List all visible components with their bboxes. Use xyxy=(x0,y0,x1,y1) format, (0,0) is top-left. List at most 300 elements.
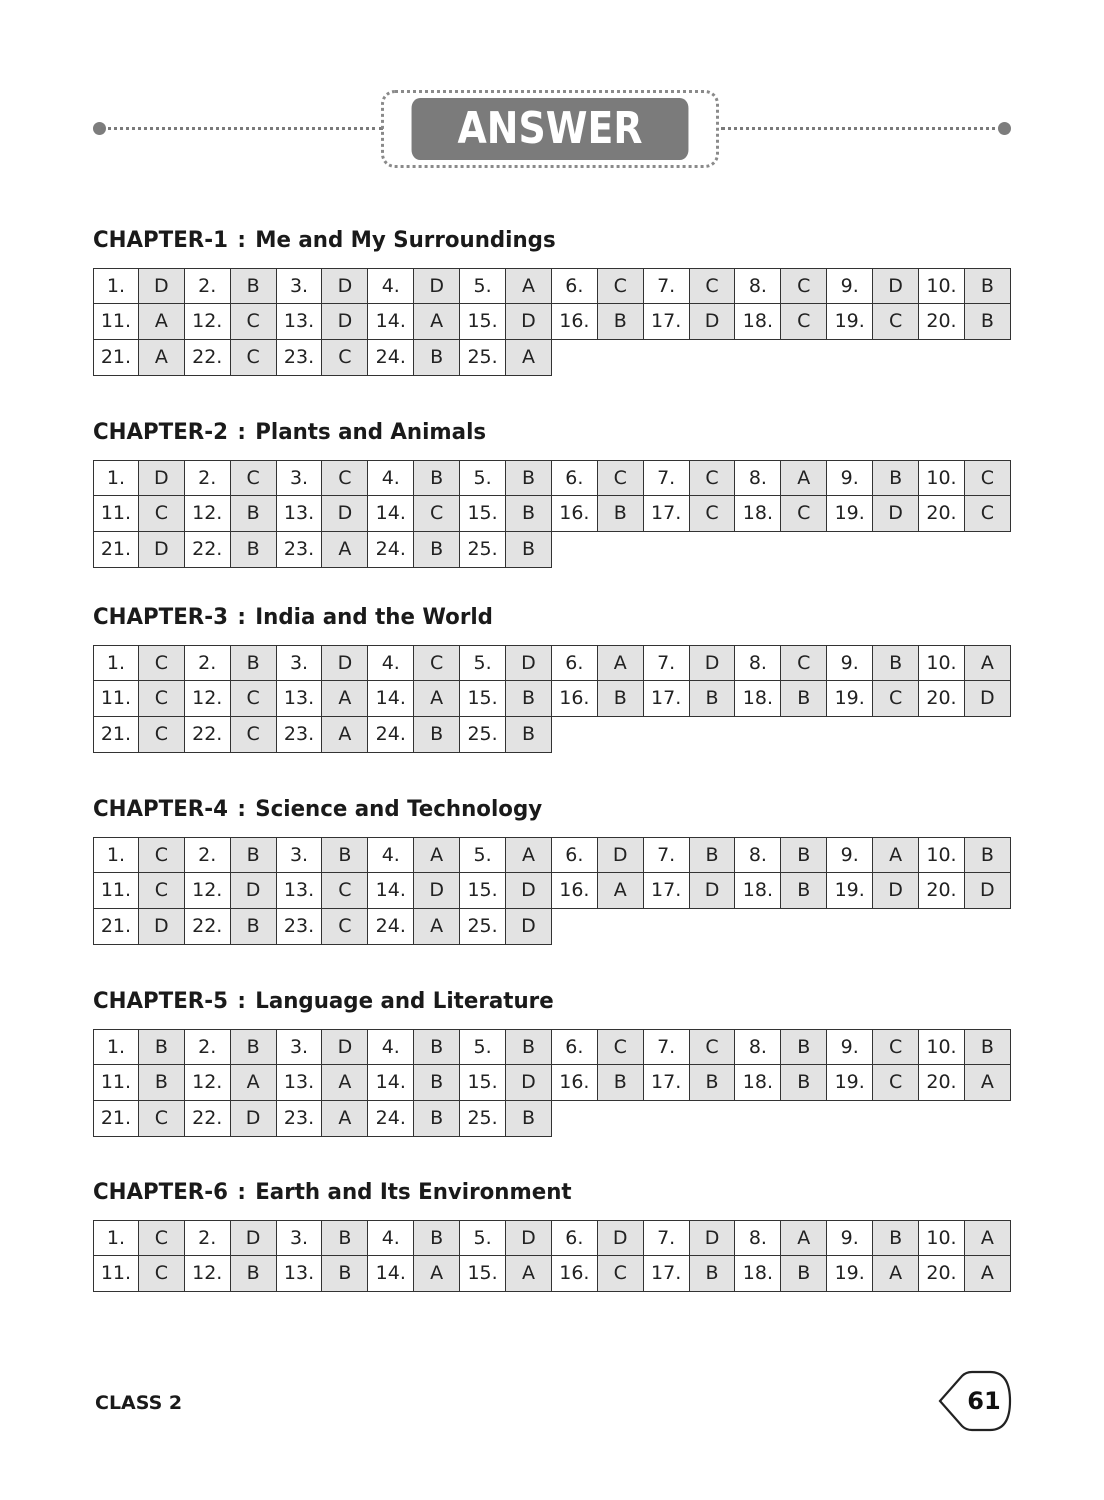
answer-letter: C xyxy=(414,496,460,532)
question-number: 24. xyxy=(368,909,414,945)
answer-letter: B xyxy=(506,496,552,532)
question-number: 15. xyxy=(460,873,506,909)
answer-row xyxy=(93,532,1011,568)
answer-grid xyxy=(93,645,1011,753)
question-number: 2. xyxy=(185,1029,231,1065)
answer-row xyxy=(93,645,1011,681)
answer-letter: B xyxy=(781,1029,827,1065)
answer-letter: C xyxy=(965,496,1011,532)
chapter-name: Science and Technology xyxy=(255,797,543,822)
question-number: 25. xyxy=(460,1101,506,1137)
question-number: 3. xyxy=(277,837,323,873)
answer-row xyxy=(93,460,1011,496)
answer-letter: B xyxy=(414,1029,460,1065)
question-number: 7. xyxy=(644,1029,690,1065)
question-number: 7. xyxy=(644,837,690,873)
answer-letter: C xyxy=(139,717,185,753)
question-number: 21. xyxy=(93,1101,139,1137)
question-number: 20. xyxy=(919,304,965,340)
answer-letter: D xyxy=(322,304,368,340)
answer-letter: B xyxy=(322,1220,368,1256)
question-number: 19. xyxy=(827,496,873,532)
answer-letter: C xyxy=(139,1220,185,1256)
question-number: 8. xyxy=(735,460,781,496)
answer-letter: A xyxy=(506,268,552,304)
question-number: 16. xyxy=(552,681,598,717)
question-number: 10. xyxy=(919,837,965,873)
answer-letter: B xyxy=(506,1101,552,1137)
question-number: 24. xyxy=(368,1101,414,1137)
answer-letter: C xyxy=(690,1029,736,1065)
answer-letter: B xyxy=(690,1065,736,1101)
answer-letter: D xyxy=(873,496,919,532)
answer-row xyxy=(93,496,1011,532)
answer-letter: D xyxy=(506,645,552,681)
answer-letter: C xyxy=(873,304,919,340)
answer-letter: D xyxy=(322,1029,368,1065)
question-number: 10. xyxy=(919,1029,965,1065)
question-number: 3. xyxy=(277,1220,323,1256)
answer-letter: C xyxy=(139,873,185,909)
answer-letter: A xyxy=(322,1101,368,1137)
answer-letter: D xyxy=(231,873,277,909)
answer-row xyxy=(93,1101,1011,1137)
question-number: 7. xyxy=(644,645,690,681)
question-number: 2. xyxy=(185,1220,231,1256)
question-number: 10. xyxy=(919,1220,965,1256)
question-number: 14. xyxy=(368,496,414,532)
page-header xyxy=(93,90,1011,216)
answer-letter: C xyxy=(231,304,277,340)
question-number: 6. xyxy=(552,268,598,304)
question-number: 10. xyxy=(919,645,965,681)
answer-letter: A xyxy=(322,681,368,717)
answer-letter: B xyxy=(506,532,552,568)
question-number: 1. xyxy=(93,1029,139,1065)
header-left-dotted-line xyxy=(101,127,383,130)
answer-grid xyxy=(93,1220,1011,1292)
chapter-title-separator: : xyxy=(229,228,254,253)
answer-letter: D xyxy=(506,909,552,945)
chapter-section xyxy=(93,795,1011,945)
page-number-badge xyxy=(938,1370,1012,1432)
question-number: 15. xyxy=(460,1065,506,1101)
answer-letter: B xyxy=(414,1101,460,1137)
answer-letter: B xyxy=(781,1256,827,1292)
question-number: 23. xyxy=(277,532,323,568)
question-number: 19. xyxy=(827,681,873,717)
answer-letter: D xyxy=(414,873,460,909)
answer-letter: A xyxy=(322,532,368,568)
header-right-dotted-line xyxy=(721,127,1003,130)
answer-letter: D xyxy=(873,268,919,304)
answer-letter: B xyxy=(506,1029,552,1065)
answer-letter: B xyxy=(414,460,460,496)
question-number: 18. xyxy=(735,1065,781,1101)
question-number: 8. xyxy=(735,1029,781,1065)
question-number: 13. xyxy=(277,1256,323,1292)
question-number: 2. xyxy=(185,645,231,681)
chapter-section xyxy=(93,1178,1011,1292)
question-number: 6. xyxy=(552,1220,598,1256)
question-number: 11. xyxy=(93,681,139,717)
answer-letter: B xyxy=(781,1065,827,1101)
question-number: 21. xyxy=(93,532,139,568)
question-number: 17. xyxy=(644,304,690,340)
page-title: ANSWER KEYS xyxy=(412,98,689,160)
answer-letter: A xyxy=(322,1065,368,1101)
question-number: 23. xyxy=(277,909,323,945)
question-number: 3. xyxy=(277,645,323,681)
question-number: 1. xyxy=(93,268,139,304)
answer-letter: B xyxy=(873,460,919,496)
answer-letter: B xyxy=(414,1065,460,1101)
question-number: 22. xyxy=(185,909,231,945)
chapter-title xyxy=(93,603,983,633)
answer-letter: D xyxy=(322,268,368,304)
answer-letter: A xyxy=(873,1256,919,1292)
question-number: 20. xyxy=(919,496,965,532)
answer-row xyxy=(93,837,1011,873)
question-number: 19. xyxy=(827,304,873,340)
question-number: 15. xyxy=(460,681,506,717)
answer-letter: C xyxy=(139,681,185,717)
question-number: 22. xyxy=(185,340,231,376)
answer-letter: B xyxy=(598,1065,644,1101)
answer-letter: B xyxy=(965,268,1011,304)
answer-letter: D xyxy=(139,909,185,945)
question-number: 23. xyxy=(277,340,323,376)
answer-letter: B xyxy=(414,717,460,753)
question-number: 18. xyxy=(735,681,781,717)
answer-letter: C xyxy=(322,340,368,376)
answer-letter: B xyxy=(965,837,1011,873)
question-number: 18. xyxy=(735,304,781,340)
question-number: 25. xyxy=(460,909,506,945)
answer-letter: A xyxy=(965,1220,1011,1256)
question-number: 14. xyxy=(368,873,414,909)
question-number: 14. xyxy=(368,681,414,717)
question-number: 17. xyxy=(644,1065,690,1101)
answer-row xyxy=(93,1220,1011,1256)
question-number: 24. xyxy=(368,717,414,753)
answer-row xyxy=(93,717,1011,753)
question-number: 21. xyxy=(93,340,139,376)
answer-grid xyxy=(93,837,1011,945)
answer-letter: D xyxy=(231,1101,277,1137)
question-number: 12. xyxy=(185,681,231,717)
answer-letter: C xyxy=(322,460,368,496)
question-number: 9. xyxy=(827,645,873,681)
answer-row xyxy=(93,909,1011,945)
header-right-dot xyxy=(998,122,1011,135)
question-number: 6. xyxy=(552,460,598,496)
question-number: 15. xyxy=(460,496,506,532)
answer-letter: B xyxy=(690,1256,736,1292)
question-number: 21. xyxy=(93,717,139,753)
question-number: 22. xyxy=(185,532,231,568)
question-number: 15. xyxy=(460,1256,506,1292)
question-number: 23. xyxy=(277,1101,323,1137)
question-number: 7. xyxy=(644,460,690,496)
answer-letter: C xyxy=(690,268,736,304)
question-number: 7. xyxy=(644,1220,690,1256)
answer-letter: C xyxy=(139,496,185,532)
answer-letter: D xyxy=(506,1220,552,1256)
question-number: 17. xyxy=(644,873,690,909)
chapter-title xyxy=(93,987,983,1017)
answer-letter: D xyxy=(965,873,1011,909)
question-number: 11. xyxy=(93,1256,139,1292)
question-number: 9. xyxy=(827,837,873,873)
chapter-label: CHAPTER-2 xyxy=(93,420,228,445)
question-number: 22. xyxy=(185,1101,231,1137)
question-number: 6. xyxy=(552,1029,598,1065)
answer-letter: A xyxy=(781,460,827,496)
answer-letter: A xyxy=(139,340,185,376)
answer-row xyxy=(93,1029,1011,1065)
question-number: 2. xyxy=(185,837,231,873)
answer-letter: B xyxy=(506,681,552,717)
question-number: 4. xyxy=(368,268,414,304)
question-number: 2. xyxy=(185,268,231,304)
question-number: 12. xyxy=(185,1256,231,1292)
chapter-section xyxy=(93,418,1011,568)
question-number: 8. xyxy=(735,645,781,681)
answer-letter: C xyxy=(322,873,368,909)
question-number: 3. xyxy=(277,268,323,304)
chapter-label: CHAPTER-6 xyxy=(93,1180,228,1205)
answer-letter: C xyxy=(598,268,644,304)
answer-row xyxy=(93,1256,1011,1292)
question-number: 18. xyxy=(735,496,781,532)
answer-letter: C xyxy=(231,717,277,753)
answer-letter: C xyxy=(139,837,185,873)
answer-letter: C xyxy=(598,1029,644,1065)
question-number: 14. xyxy=(368,304,414,340)
answer-letter: B xyxy=(414,532,460,568)
answer-letter: A xyxy=(598,873,644,909)
answer-letter: C xyxy=(598,460,644,496)
answer-letter: A xyxy=(781,1220,827,1256)
answer-letter: B xyxy=(598,304,644,340)
answer-letter: A xyxy=(506,1256,552,1292)
answer-letter: B xyxy=(322,837,368,873)
question-number: 19. xyxy=(827,1065,873,1101)
question-number: 4. xyxy=(368,1029,414,1065)
answer-letter: B xyxy=(231,268,277,304)
answer-letter: B xyxy=(231,496,277,532)
answer-letter: C xyxy=(231,460,277,496)
question-number: 15. xyxy=(460,304,506,340)
answer-letter: B xyxy=(506,717,552,753)
question-number: 14. xyxy=(368,1256,414,1292)
question-number: 1. xyxy=(93,1220,139,1256)
answer-letter: B xyxy=(690,837,736,873)
chapter-title xyxy=(93,795,983,825)
answer-letter: B xyxy=(414,340,460,376)
answer-letter: B xyxy=(231,1029,277,1065)
chapter-label: CHAPTER-5 xyxy=(93,989,228,1014)
question-number: 4. xyxy=(368,460,414,496)
question-number: 11. xyxy=(93,1065,139,1101)
question-number: 20. xyxy=(919,1256,965,1292)
chapter-section xyxy=(93,603,1011,753)
answer-letter: B xyxy=(231,645,277,681)
answer-letter: A xyxy=(322,717,368,753)
question-number: 8. xyxy=(735,837,781,873)
answer-letter: A xyxy=(414,909,460,945)
question-number: 4. xyxy=(368,1220,414,1256)
answer-letter: D xyxy=(139,532,185,568)
question-number: 17. xyxy=(644,681,690,717)
question-number: 5. xyxy=(460,837,506,873)
answer-letter: D xyxy=(598,837,644,873)
answer-letter: C xyxy=(139,1256,185,1292)
question-number: 13. xyxy=(277,304,323,340)
answer-letter: B xyxy=(965,304,1011,340)
question-number: 17. xyxy=(644,496,690,532)
class-label: CLASS 2 xyxy=(95,1392,183,1414)
question-number: 10. xyxy=(919,268,965,304)
question-number: 13. xyxy=(277,496,323,532)
answer-letter: D xyxy=(322,496,368,532)
question-number: 9. xyxy=(827,1220,873,1256)
chapter-name: India and the World xyxy=(255,605,493,630)
chapter-title-separator: : xyxy=(229,1180,254,1205)
question-number: 9. xyxy=(827,460,873,496)
question-number: 20. xyxy=(919,1065,965,1101)
question-number: 12. xyxy=(185,1065,231,1101)
answer-letter: B xyxy=(414,1220,460,1256)
question-number: 5. xyxy=(460,268,506,304)
question-number: 18. xyxy=(735,873,781,909)
question-number: 4. xyxy=(368,837,414,873)
answer-letter: B xyxy=(231,909,277,945)
answer-letter: C xyxy=(139,645,185,681)
question-number: 17. xyxy=(644,1256,690,1292)
answer-letter: A xyxy=(506,837,552,873)
answer-letter: D xyxy=(231,1220,277,1256)
question-number: 10. xyxy=(919,460,965,496)
chapter-label: CHAPTER-3 xyxy=(93,605,228,630)
answer-letter: D xyxy=(965,681,1011,717)
chapter-title xyxy=(93,226,983,256)
answer-letter: B xyxy=(506,460,552,496)
question-number: 12. xyxy=(185,304,231,340)
question-number: 11. xyxy=(93,304,139,340)
answer-letter: C xyxy=(322,909,368,945)
answer-letter: B xyxy=(231,1256,277,1292)
question-number: 11. xyxy=(93,873,139,909)
answer-letter: C xyxy=(781,268,827,304)
answer-letter: C xyxy=(231,340,277,376)
answer-row xyxy=(93,1065,1011,1101)
answer-letter: B xyxy=(139,1065,185,1101)
question-number: 13. xyxy=(277,1065,323,1101)
answer-letter: D xyxy=(598,1220,644,1256)
question-number: 22. xyxy=(185,717,231,753)
question-number: 25. xyxy=(460,340,506,376)
answer-letter: C xyxy=(781,496,827,532)
answer-letter: A xyxy=(965,1065,1011,1101)
question-number: 12. xyxy=(185,496,231,532)
answer-letter: C xyxy=(598,1256,644,1292)
answer-letter: C xyxy=(781,304,827,340)
answer-letter: D xyxy=(139,268,185,304)
answer-letter: B xyxy=(781,681,827,717)
answer-letter: C xyxy=(873,1029,919,1065)
question-number: 6. xyxy=(552,837,598,873)
question-number: 8. xyxy=(735,1220,781,1256)
question-number: 18. xyxy=(735,1256,781,1292)
answer-letter: D xyxy=(506,873,552,909)
question-number: 3. xyxy=(277,1029,323,1065)
answer-letter: D xyxy=(139,460,185,496)
answer-grid xyxy=(93,1029,1011,1137)
question-number: 21. xyxy=(93,909,139,945)
question-number: 12. xyxy=(185,873,231,909)
answer-letter: B xyxy=(598,681,644,717)
answer-letter: C xyxy=(690,460,736,496)
answer-letter: A xyxy=(598,645,644,681)
chapter-label: CHAPTER-4 xyxy=(93,797,228,822)
answer-letter: B xyxy=(231,532,277,568)
question-number: 20. xyxy=(919,873,965,909)
answer-letter: B xyxy=(139,1029,185,1065)
chapter-title-separator: : xyxy=(229,605,254,630)
answer-letter: B xyxy=(781,837,827,873)
question-number: 20. xyxy=(919,681,965,717)
answer-letter: D xyxy=(506,304,552,340)
answer-letter: D xyxy=(873,873,919,909)
question-number: 16. xyxy=(552,304,598,340)
question-number: 8. xyxy=(735,268,781,304)
answer-letter: C xyxy=(873,681,919,717)
question-number: 3. xyxy=(277,460,323,496)
question-number: 19. xyxy=(827,873,873,909)
answer-letter: A xyxy=(506,340,552,376)
answer-grid xyxy=(93,460,1011,568)
question-number: 5. xyxy=(460,1029,506,1065)
question-number: 24. xyxy=(368,340,414,376)
question-number: 9. xyxy=(827,1029,873,1065)
answer-letter: C xyxy=(414,645,460,681)
question-number: 25. xyxy=(460,717,506,753)
answer-letter: D xyxy=(414,268,460,304)
answer-row xyxy=(93,873,1011,909)
answer-row xyxy=(93,681,1011,717)
answer-row xyxy=(93,268,1011,304)
question-number: 25. xyxy=(460,532,506,568)
answer-letter: C xyxy=(873,1065,919,1101)
answer-letter: B xyxy=(873,1220,919,1256)
question-number: 4. xyxy=(368,645,414,681)
chapter-title-separator: : xyxy=(229,420,254,445)
answer-letter: A xyxy=(965,1256,1011,1292)
chapter-name: Language and Literature xyxy=(255,989,554,1014)
answer-letter: D xyxy=(690,304,736,340)
question-number: 5. xyxy=(460,460,506,496)
question-number: 1. xyxy=(93,460,139,496)
answer-letter: B xyxy=(781,873,827,909)
answer-letter: B xyxy=(965,1029,1011,1065)
answer-letter: B xyxy=(231,837,277,873)
answer-letter: D xyxy=(690,645,736,681)
chapter-name: Me and My Surroundings xyxy=(255,228,556,253)
chapter-section xyxy=(93,226,1011,376)
question-number: 13. xyxy=(277,873,323,909)
